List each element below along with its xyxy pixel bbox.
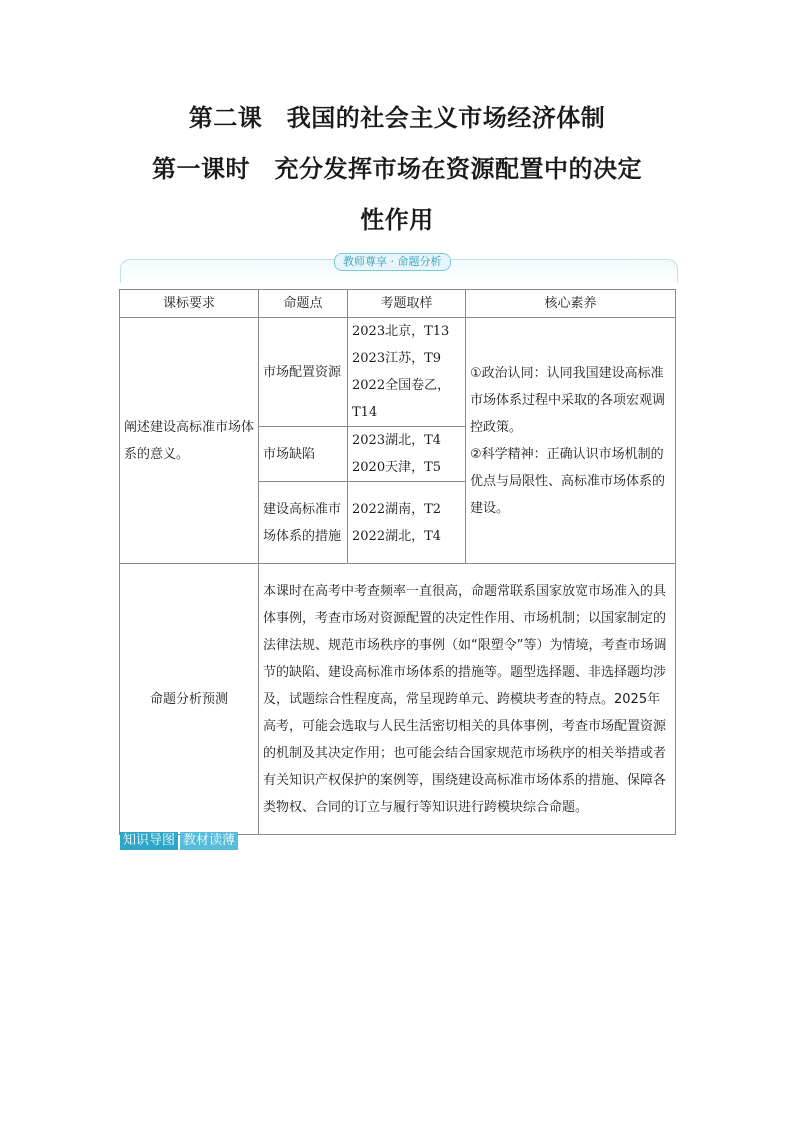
table-row — [120, 564, 676, 835]
table-header-row — [120, 290, 676, 318]
prediction-label: 命题分析预测 — [120, 564, 259, 835]
lesson-title: 第二课 我国的社会主义市场经济体制 — [188, 103, 606, 132]
teacher-banner-label: 教师尊享 · 命题分析 — [334, 253, 451, 271]
literacy-cell: ①政治认同：认同我国建设高标准市场体系过程中采取的各项宏观调控政策。 ②科学精神：正确认识市场机制的优点与局限性、高标准市场体系的建设。 — [466, 318, 676, 564]
point-cell: 市场缺陷 — [259, 427, 348, 482]
samples-cell: 2023湖北，T4 2020天津，T5 — [348, 427, 466, 482]
tag-textbook[interactable]: 教材读薄 — [180, 832, 238, 850]
analysis-table — [119, 289, 676, 835]
samples-cell: 2022湖南，T2 2022湖北，T4 — [348, 482, 466, 564]
point-cell: 市场配置资源 — [259, 318, 348, 427]
tag-mind-map[interactable]: 知识导图 — [120, 832, 178, 850]
header-requirement: 课标要求 — [120, 290, 259, 318]
table-row — [120, 318, 676, 427]
samples-cell: 2023北京，T13 2023江苏，T9 2022全国卷乙，T14 — [348, 318, 466, 427]
section-tags — [120, 832, 240, 850]
prediction-text: 本课时在高考中考查频率一直很高，命题常联系国家放宽市场准入的具体事例，考查市场对资源配置的决定性作用、市场机制；以国家制定的法律法规、规范市场秩序的事例（如“限塑令”等）为情境，考查市场调节的缺陷、建设高标准市场体系的措施等。题型选择题、非选择题均涉及，试题综合性程度高，常呈现跨单元、跨模块考查的特点。2025年高考，可能会选取与人民生活密切相关的具体事例，考查市场配置资源的机制及其决定作用；也可能会结合国家规范市场秩序的相关举措或者有关知识产权保护的案例等，围绕建设高标准市场体系的措施、保障各类物权、合同的订立与履行等知识进行跨模块综合命题。 — [259, 564, 676, 835]
header-point: 命题点 — [259, 290, 348, 318]
lesson-subtitle-line2: 性作用 — [360, 205, 434, 234]
point-cell: 建设高标准市场体系的措施 — [259, 482, 348, 564]
header-literacy: 核心素养 — [466, 290, 676, 318]
requirement-cell: 阐述建设高标准市场体系的意义。 — [120, 318, 259, 564]
header-samples: 考题取样 — [348, 290, 466, 318]
teacher-banner — [120, 255, 678, 283]
lesson-subtitle-line1: 第一课时 充分发挥市场在资源配置中的决定 — [152, 154, 642, 183]
